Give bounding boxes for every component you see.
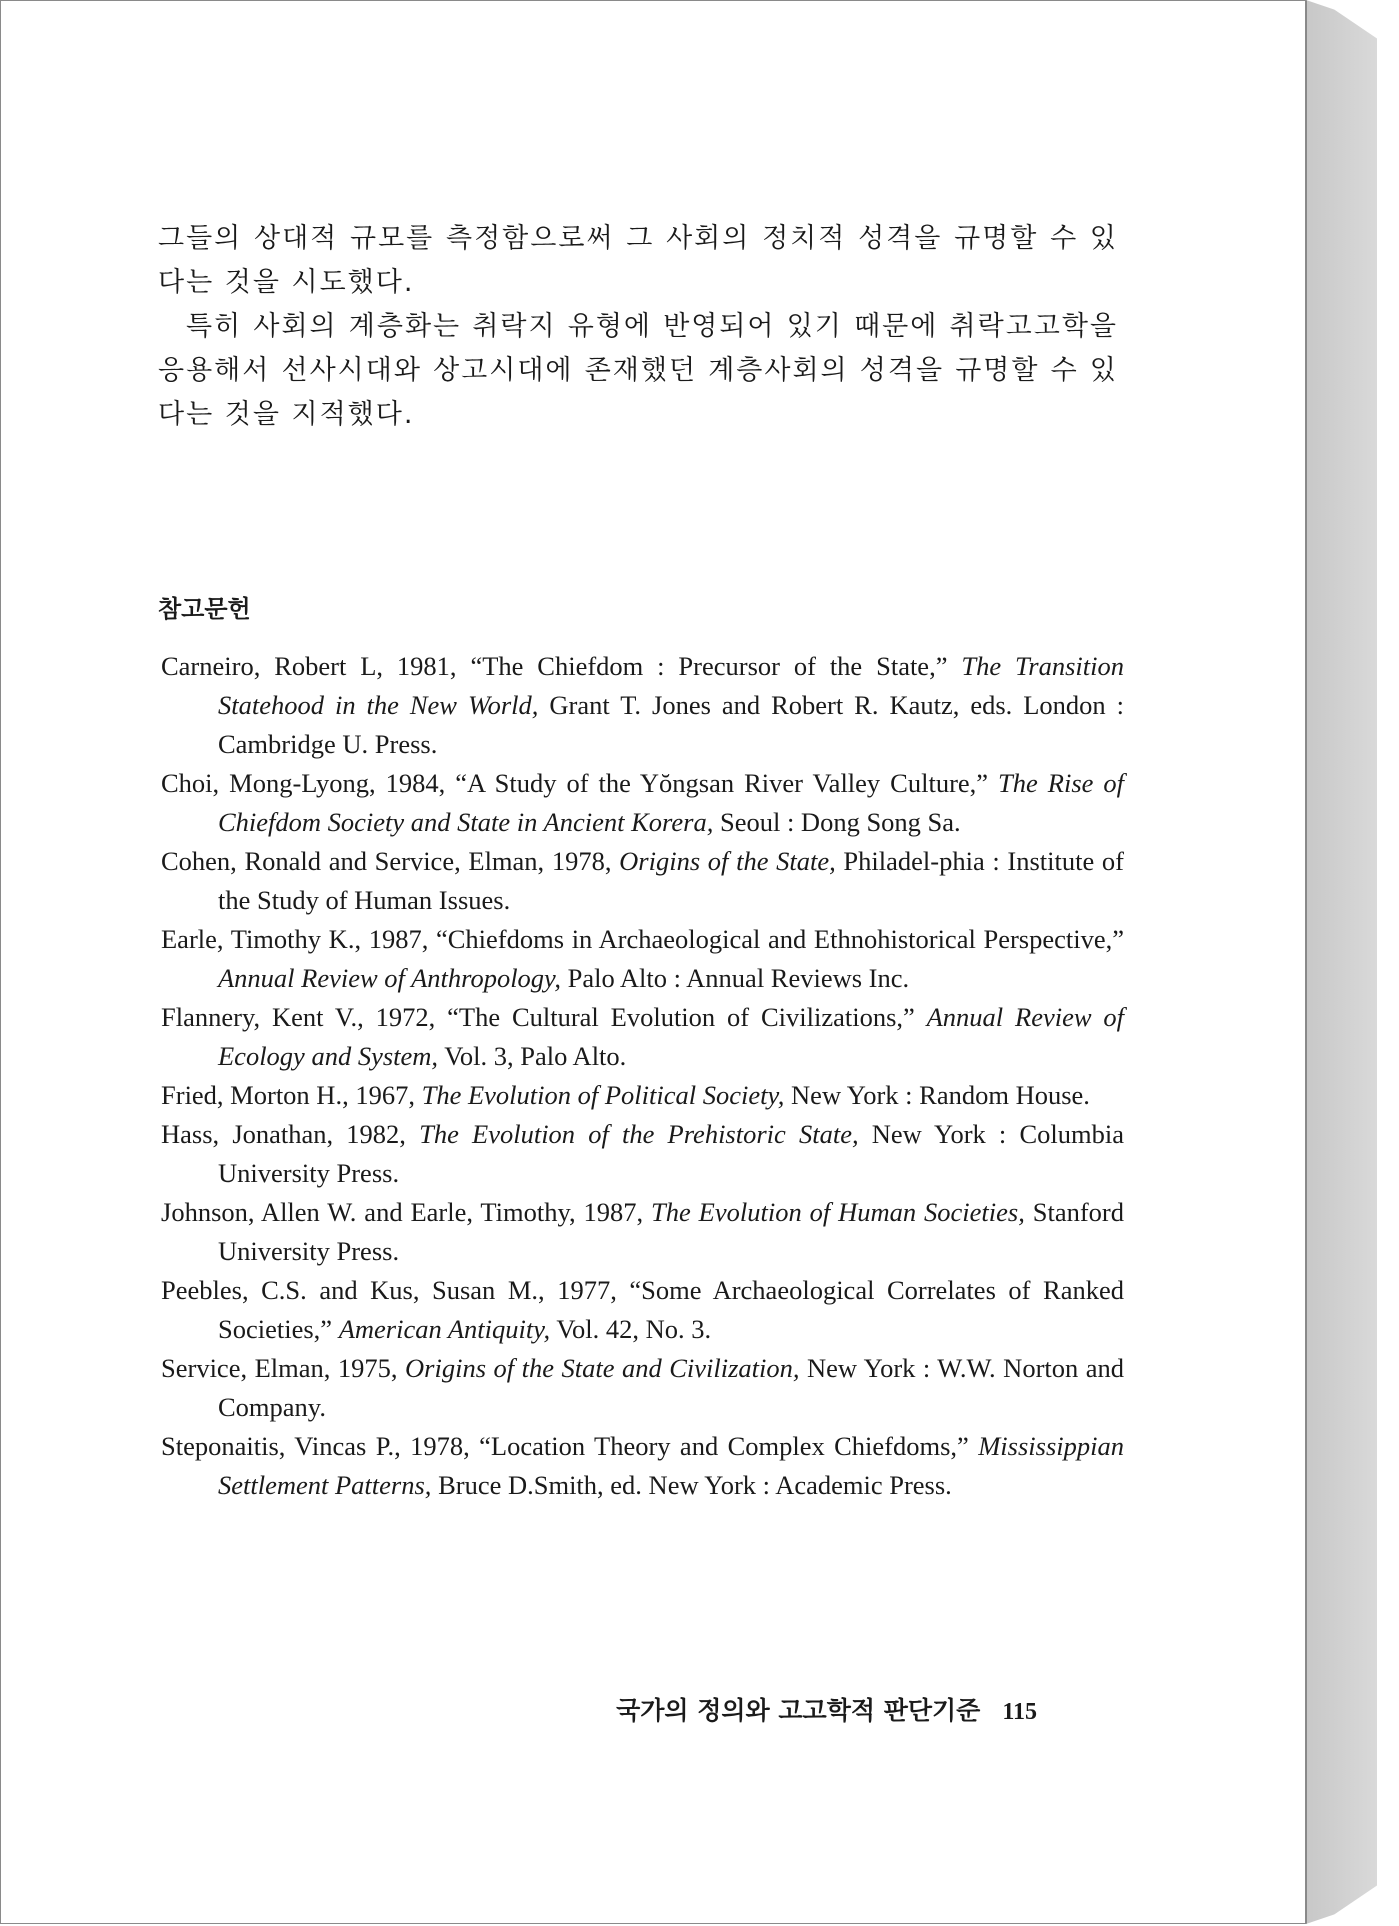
reference-title: Annual Review of Anthropology, bbox=[218, 963, 561, 993]
reference-text: Stanford University Press. bbox=[218, 1197, 1124, 1266]
reference-text: Philadel-phia : Institute of the Study of Human Issues. bbox=[218, 846, 1124, 915]
reference-text: Palo Alto : Annual Reviews Inc. bbox=[561, 963, 910, 993]
reference-text: New York : Columbia University Press. bbox=[218, 1119, 1124, 1188]
reference-text: Steponaitis, Vincas P., 1978, “Location Theory and Complex Chiefdoms,” bbox=[161, 1431, 979, 1461]
reference-entry bbox=[161, 1427, 1124, 1505]
reference-title: The Evolution of Human Societies, bbox=[651, 1197, 1025, 1227]
reference-entry bbox=[161, 764, 1124, 842]
reference-entry bbox=[161, 920, 1124, 998]
reference-entry bbox=[161, 1115, 1124, 1193]
reference-text: Hass, Jonathan, 1982, bbox=[161, 1119, 420, 1149]
reference-text: Earle, Timothy K., 1987, “Chiefdoms in Archaeological and Ethnohistorical Perspective,” bbox=[161, 924, 1124, 954]
reference-text: Johnson, Allen W. and Earle, Timothy, 1987, bbox=[161, 1197, 652, 1227]
reference-text: Flannery, Kent V., 1972, “The Cultural Evolution of Civilizations,” bbox=[161, 1002, 927, 1032]
running-title: 국가의 정의와 고고학적 판단기준 bbox=[616, 1696, 981, 1725]
reference-text: Vol. 3, Palo Alto. bbox=[438, 1041, 627, 1071]
reference-title: American Antiquity, bbox=[338, 1314, 551, 1344]
reference-text: New York : Random House. bbox=[784, 1080, 1090, 1110]
reference-title: Annual Review of Ecology and System, bbox=[218, 1002, 1124, 1071]
body-paragraph-2: 특히 사회의 계층화는 취락지 유형에 반영되어 있기 때문에 취락고고학을 응용해서 선사시대와 상고시대에 존재했던 계층사회의 성격을 규명할 수 있다는 것을 지적했다. bbox=[158, 311, 1118, 430]
reference-text: Bruce D.Smith, ed. New York : Academic Press. bbox=[431, 1470, 952, 1500]
reference-entry bbox=[161, 1271, 1124, 1349]
reference-text: Vol. 42, No. 3. bbox=[550, 1314, 712, 1344]
body-text bbox=[158, 217, 1118, 437]
reference-title: Mississippian Settlement Patterns, bbox=[218, 1431, 1124, 1500]
reference-text: New York : W.W. Norton and Company. bbox=[218, 1353, 1125, 1422]
reference-text: Choi, Mong-Lyong, 1984, “A Study of the Yŏngsan River Valley Culture,” bbox=[161, 768, 999, 798]
reference-title: The Transition Statehood in the New World, bbox=[218, 651, 1124, 720]
reference-text: Service, Elman, 1975, bbox=[161, 1353, 406, 1383]
body-paragraph-1: 그들의 상대적 규모를 측정함으로써 그 사회의 정치적 성격을 규명할 수 있다는 것을 시도했다. bbox=[158, 223, 1118, 298]
reference-text: Peebles, C.S. and Kus, Susan M., 1977, “Some Archaeological Correlates of Ranked Societies,” bbox=[161, 1275, 1124, 1344]
reference-title: Origins of the State, bbox=[619, 846, 836, 876]
references-heading: 참고문헌 bbox=[158, 595, 251, 623]
reference-entry bbox=[161, 842, 1124, 920]
reference-text: Grant T. Jones and Robert R. Kautz, eds. London : Cambridge U. Press. bbox=[218, 690, 1124, 759]
reference-entry bbox=[161, 1076, 1124, 1115]
references-list bbox=[161, 647, 1124, 1505]
reference-title: The Evolution of Political Society, bbox=[421, 1080, 785, 1110]
page-number: 115 bbox=[1002, 1699, 1037, 1725]
reference-title: The Evolution of the Prehistoric State, bbox=[419, 1119, 859, 1149]
reference-text: Cohen, Ronald and Service, Elman, 1978, bbox=[161, 846, 620, 876]
reference-entry bbox=[161, 1349, 1124, 1427]
reference-entry bbox=[161, 1193, 1124, 1271]
page-stack-edge bbox=[1306, 0, 1377, 1924]
reference-text: Seoul : Dong Song Sa. bbox=[713, 807, 961, 837]
reference-entry bbox=[161, 647, 1124, 764]
reference-entry bbox=[161, 998, 1124, 1076]
page-footer bbox=[616, 1691, 1037, 1727]
reference-title: The Rise of Chiefdom Society and State in Ancient Korera, bbox=[218, 768, 1124, 837]
reference-title: Origins of the State and Civilization, bbox=[405, 1353, 800, 1383]
reference-text: Fried, Morton H., 1967, bbox=[161, 1080, 422, 1110]
reference-text: Carneiro, Robert L, 1981, “The Chiefdom : Precursor of the State,” bbox=[161, 651, 962, 681]
